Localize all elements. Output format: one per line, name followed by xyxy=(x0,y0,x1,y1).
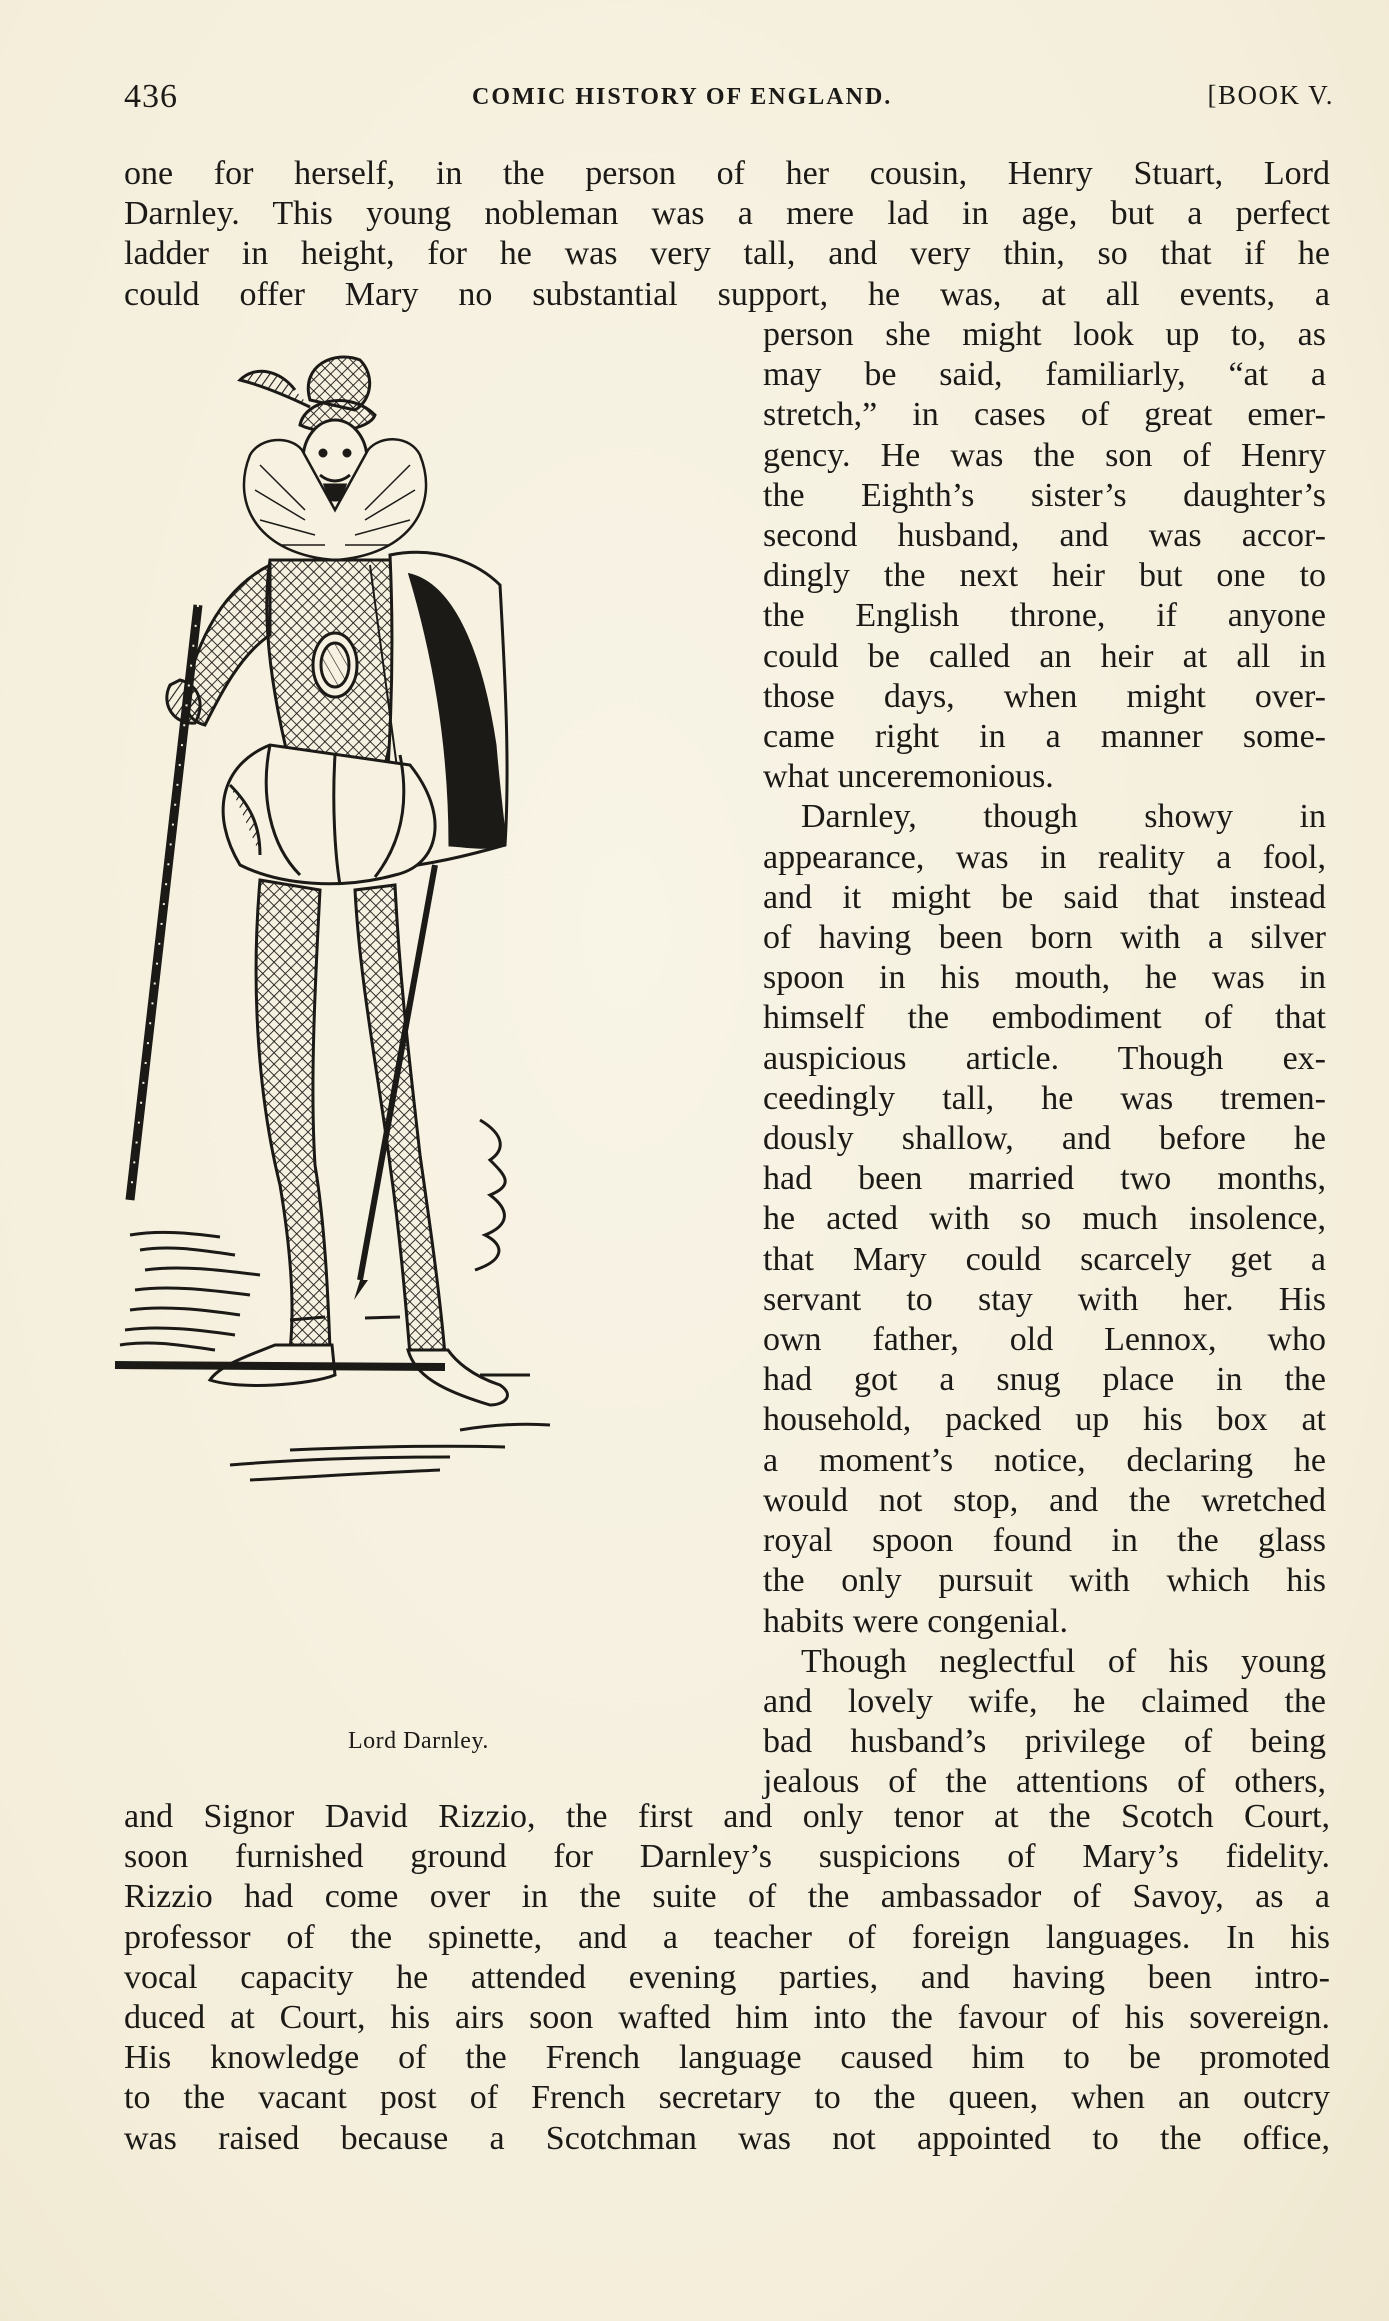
hat xyxy=(240,357,375,431)
text-line: may be said, familiarly, “at a xyxy=(763,356,1326,394)
text-line: one for herself, in the person of her cousin, Henry Stuart, Lord xyxy=(124,155,1330,192)
running-title: COMIC HISTORY OF ENGLAND. xyxy=(472,84,893,110)
text-line: royal spoon found in the glass xyxy=(763,1522,1326,1560)
text-line: could offer Mary no substantial support, he was, at all events, a xyxy=(124,275,1330,313)
lord-darnley-illustration xyxy=(110,345,750,1710)
text-line: himself the embodiment of that xyxy=(763,999,1326,1037)
text-line: could be called an heir at all in xyxy=(763,637,1326,675)
text-line: the only pursuit with which his xyxy=(763,1562,1326,1600)
text-line: had been married two months, xyxy=(763,1160,1326,1198)
text-line: had got a snug place in the xyxy=(763,1361,1326,1399)
text-line: duced at Court, his airs soon wafted him into the favour of his sovereign. xyxy=(124,1999,1330,2037)
left-arm xyxy=(167,565,270,725)
text-line: he acted with so much insolence, xyxy=(763,1200,1326,1238)
text-line: spoon in his mouth, he was in xyxy=(763,959,1326,997)
text-line: those days, when might over- xyxy=(763,677,1326,715)
text-line: ceedingly tall, he was tremen- xyxy=(763,1079,1326,1117)
text-line: second husband, and was accor- xyxy=(763,517,1326,555)
text-line: soon furnished ground for Darnley’s suspicions of Mary’s fidelity. xyxy=(124,1838,1330,1876)
text-line: gency. He was the son of Henry xyxy=(763,436,1326,474)
trunk-hose xyxy=(223,745,435,885)
text-line: professor of the spinette, and a teacher of foreign languages. In his xyxy=(124,1918,1330,1956)
book-reference: [BOOK V. xyxy=(1207,80,1334,110)
text-line: would not stop, and the wretched xyxy=(763,1481,1326,1519)
text-line: the Eighth’s sister’s daughter’s xyxy=(763,476,1326,514)
shoes xyxy=(210,1345,507,1405)
text-line: Darnley, though showy in xyxy=(801,798,1326,836)
text-line: vocal capacity he attended evening parties, and having been intro- xyxy=(124,1958,1330,1996)
paragraph-top xyxy=(124,154,1330,315)
text-line: and it might be said that instead xyxy=(763,878,1326,916)
text-line: servant to stay with her. His xyxy=(763,1280,1326,1318)
text-line: Though neglectful of his young xyxy=(801,1642,1326,1680)
text-line: what unceremonious. xyxy=(763,758,1054,796)
text-line: appearance, was in reality a fool, xyxy=(763,838,1326,876)
text-line: bad husband’s privilege of being xyxy=(763,1723,1326,1761)
text-line: Rizzio had come over in the suite of the ambassador of Savoy, as a xyxy=(124,1878,1330,1916)
text-line: that Mary could scarcely get a xyxy=(763,1240,1326,1278)
text-line: ladder in height, for he was very tall, and very thin, so that if he xyxy=(124,235,1330,273)
text-line: person she might look up to, as xyxy=(763,316,1326,353)
text-line: stretch,” in cases of great emer- xyxy=(763,396,1326,434)
text-line: to the vacant post of French secretary to the queen, when an outcry xyxy=(124,2079,1330,2117)
ground-lines xyxy=(115,1120,550,1480)
text-line: jealous of the attentions of others, xyxy=(763,1763,1326,1801)
page-number: 436 xyxy=(124,78,178,115)
text-line: household, packed up his box at xyxy=(763,1401,1326,1439)
text-line: was raised because a Scotchman was not appointed to the office, xyxy=(124,2119,1330,2157)
text-line: and lovely wife, he claimed the xyxy=(763,1682,1326,1720)
text-line: came right in a manner some- xyxy=(763,718,1326,756)
text-line: Darnley. This young nobleman was a mere lad in age, but a perfect xyxy=(124,195,1330,233)
text-line: own father, old Lennox, who xyxy=(763,1321,1326,1359)
text-line: habits were congenial. xyxy=(763,1602,1068,1640)
text-line: the English throne, if anyone xyxy=(763,597,1326,635)
paragraph-bottom xyxy=(124,1797,1330,2159)
text-line: of having been born with a silver xyxy=(763,919,1326,957)
text-line: dously shallow, and before he xyxy=(763,1120,1326,1158)
text-line: and Signor David Rizzio, the first and only tenor at the Scotch Court, xyxy=(124,1798,1330,1835)
page-header xyxy=(124,78,1334,124)
illustration-caption: Lord Darnley. xyxy=(348,1728,489,1754)
text-line: a moment’s notice, declaring he xyxy=(763,1441,1326,1479)
text-line: His knowledge of the French language caused him to be promoted xyxy=(124,2039,1330,2077)
text-line: dingly the next heir but one to xyxy=(763,557,1326,595)
text-line: auspicious article. Though ex- xyxy=(763,1039,1326,1077)
text-column-right xyxy=(763,315,1326,1803)
